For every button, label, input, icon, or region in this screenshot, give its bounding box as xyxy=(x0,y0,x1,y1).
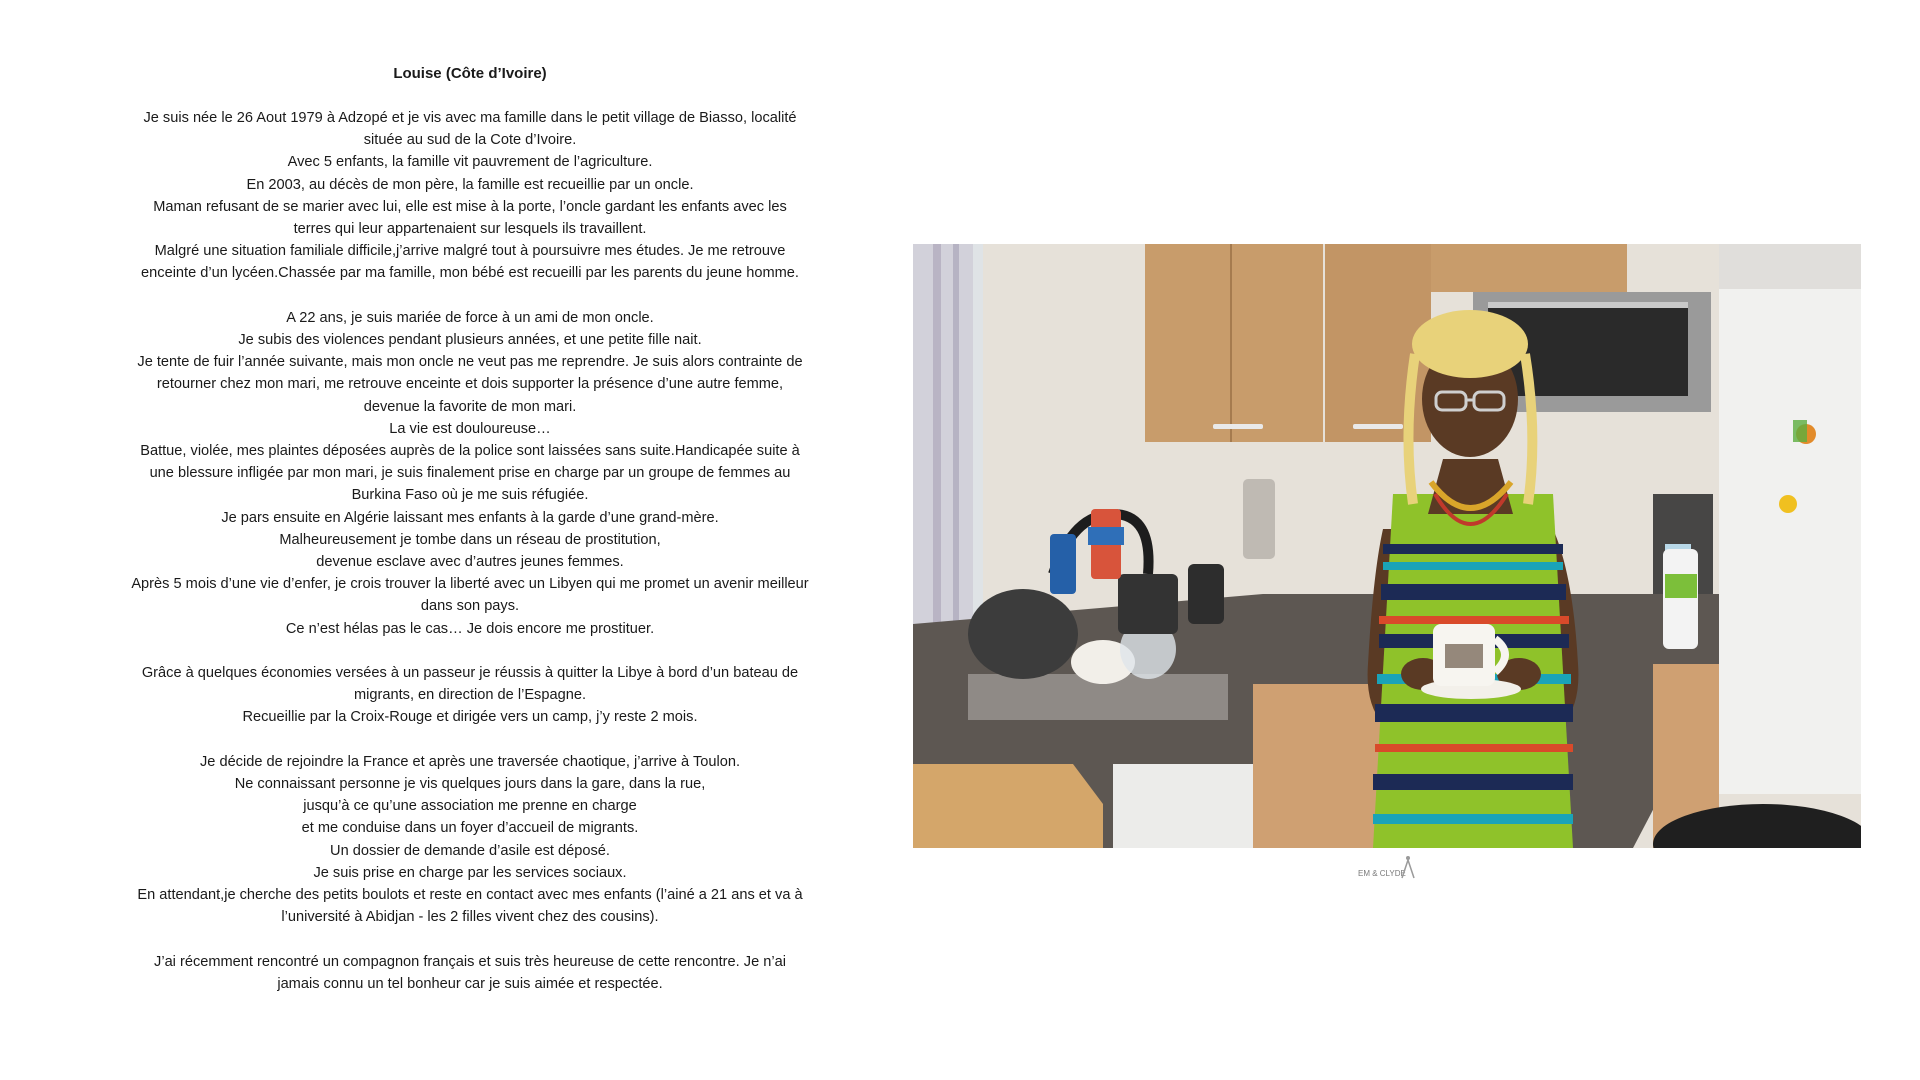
story-line: enceinte d’un lycéen.Chassée par ma famille, mon bébé est recueilli par les parents du jeune homme. xyxy=(141,265,799,282)
story-line: Un dossier de demande d’asile est déposé. xyxy=(330,842,610,859)
story-line: Avec 5 enfants, la famille vit pauvrement de l’agriculture. xyxy=(287,154,653,171)
bottle xyxy=(1663,549,1698,649)
story-paragraphs xyxy=(100,107,840,995)
story-line: Battue, violée, mes plaintes déposées auprès de la police sont laissées sans suite.Handicapée suite à xyxy=(140,443,800,460)
story-line: une blessure infligée par mon mari, je suis finalement prise en charge par un groupe de femmes au xyxy=(149,465,791,482)
story-line: Malgré une situation familiale difficile,j’arrive malgré tout à poursuivre mes études. Je me retrouve xyxy=(154,243,786,260)
story-line: Je suis prise en charge par les services sociaux. xyxy=(313,864,627,881)
story-line: Je pars ensuite en Algérie laissant mes enfants à la garde d’une grand-mère. xyxy=(221,509,719,526)
dishwasher xyxy=(1113,764,1253,848)
story-paragraph xyxy=(100,751,840,929)
story-line: En 2003, au décès de mon père, la famille est recueillie par un oncle. xyxy=(246,176,694,193)
story-line: l’université à Abidjan - les 2 filles vivent chez des cousins). xyxy=(281,909,659,926)
story-line: jusqu’à ce qu’une association me prenne en charge xyxy=(303,798,637,815)
story-line: terres qui leur appartenaient sur lesquels ils travaillent. xyxy=(293,221,647,238)
story-line: Recueillie par la Croix-Rouge et dirigée vers un camp, j’y reste 2 mois. xyxy=(242,709,698,726)
pan xyxy=(968,589,1078,679)
story-line: devenue la favorite de mon mari. xyxy=(363,398,577,415)
story-line: Je suis née le 26 Aout 1979 à Adzopé et je vis avec ma famille dans le petit village de Biasso, localité xyxy=(143,110,797,126)
story-paragraph xyxy=(100,107,840,285)
story-line: Burkina Faso où je me suis réfugiée. xyxy=(351,487,589,504)
story-line: migrants, en direction de l’Espagne. xyxy=(353,687,586,704)
portrait-photo xyxy=(913,244,1861,848)
kettle xyxy=(1188,564,1224,624)
story-line: Je tente de fuir l’année suivante, mais mon oncle ne veut pas me reprendre. Je suis alors contrainte de xyxy=(137,354,803,371)
cutting-board xyxy=(913,764,1103,848)
story-line: En attendant,je cherche des petits boulots et reste en contact avec mes enfants (l’ainé a 21 ans et va à xyxy=(137,887,803,904)
photographer-signature xyxy=(1356,852,1418,882)
story-line: Je subis des violences pendant plusieurs années, et une petite fille nait. xyxy=(238,332,702,349)
story-text-block xyxy=(100,63,840,995)
story-line: jamais connu un tel bonheur car je suis aimée et respectée. xyxy=(277,975,663,992)
story-line: dans son pays. xyxy=(420,598,520,615)
story-line: située au sud de la Cote d’Ivoire. xyxy=(363,132,577,149)
story-line: Maman refusant de se marier avec lui, elle est mise à la porte, l’oncle gardant les enfants avec les xyxy=(153,198,787,215)
story-line: et me conduise dans un foyer d’accueil de migrants. xyxy=(301,820,639,837)
story-line: La vie est douloureuse… xyxy=(389,420,551,437)
story-line: Ne connaissant personne je vis quelques jours dans la gare, dans la rue, xyxy=(234,776,706,793)
story-line: Ce n’est hélas pas le cas… Je dois encore me prostituer. xyxy=(285,620,655,637)
story-line: J’ai récemment rencontré un compagnon français et suis très heureuse de cette rencontre. Je n’ai xyxy=(154,953,786,970)
braided-hair xyxy=(1412,310,1528,378)
story-line: Je décide de rejoindre la France et après une traversée chaotique, j’arrive à Toulon. xyxy=(199,753,741,770)
story-line: A 22 ans, je suis mariée de force à un ami de mon oncle. xyxy=(286,309,654,326)
story-paragraph xyxy=(100,662,840,729)
story-line: Malheureusement je tombe dans un réseau de prostitution, xyxy=(279,531,661,548)
signature-text: EM & CLYDE xyxy=(1358,869,1406,878)
story-title: Louise (Côte d’Ivoire) xyxy=(393,65,547,82)
story-paragraph xyxy=(100,951,840,995)
story-line: Après 5 mois d’une vie d’enfer, je crois trouver la liberté avec un Libyen qui me promet un avenir meilleur xyxy=(131,576,809,593)
fridge xyxy=(1719,289,1861,794)
story-line: retourner chez mon mari, me retrouve enceinte et dois supporter la présence d’une autre femme, xyxy=(156,376,784,393)
toaster xyxy=(1118,574,1178,634)
story-line: Grâce à quelques économies versées à un passeur je réussis à quitter la Libye à bord d’un bateau de xyxy=(141,665,799,682)
story-paragraph xyxy=(100,307,840,640)
story-line: devenue esclave avec d’autres jeunes femmes. xyxy=(316,554,624,571)
upper-cabinet-left xyxy=(1145,244,1323,442)
